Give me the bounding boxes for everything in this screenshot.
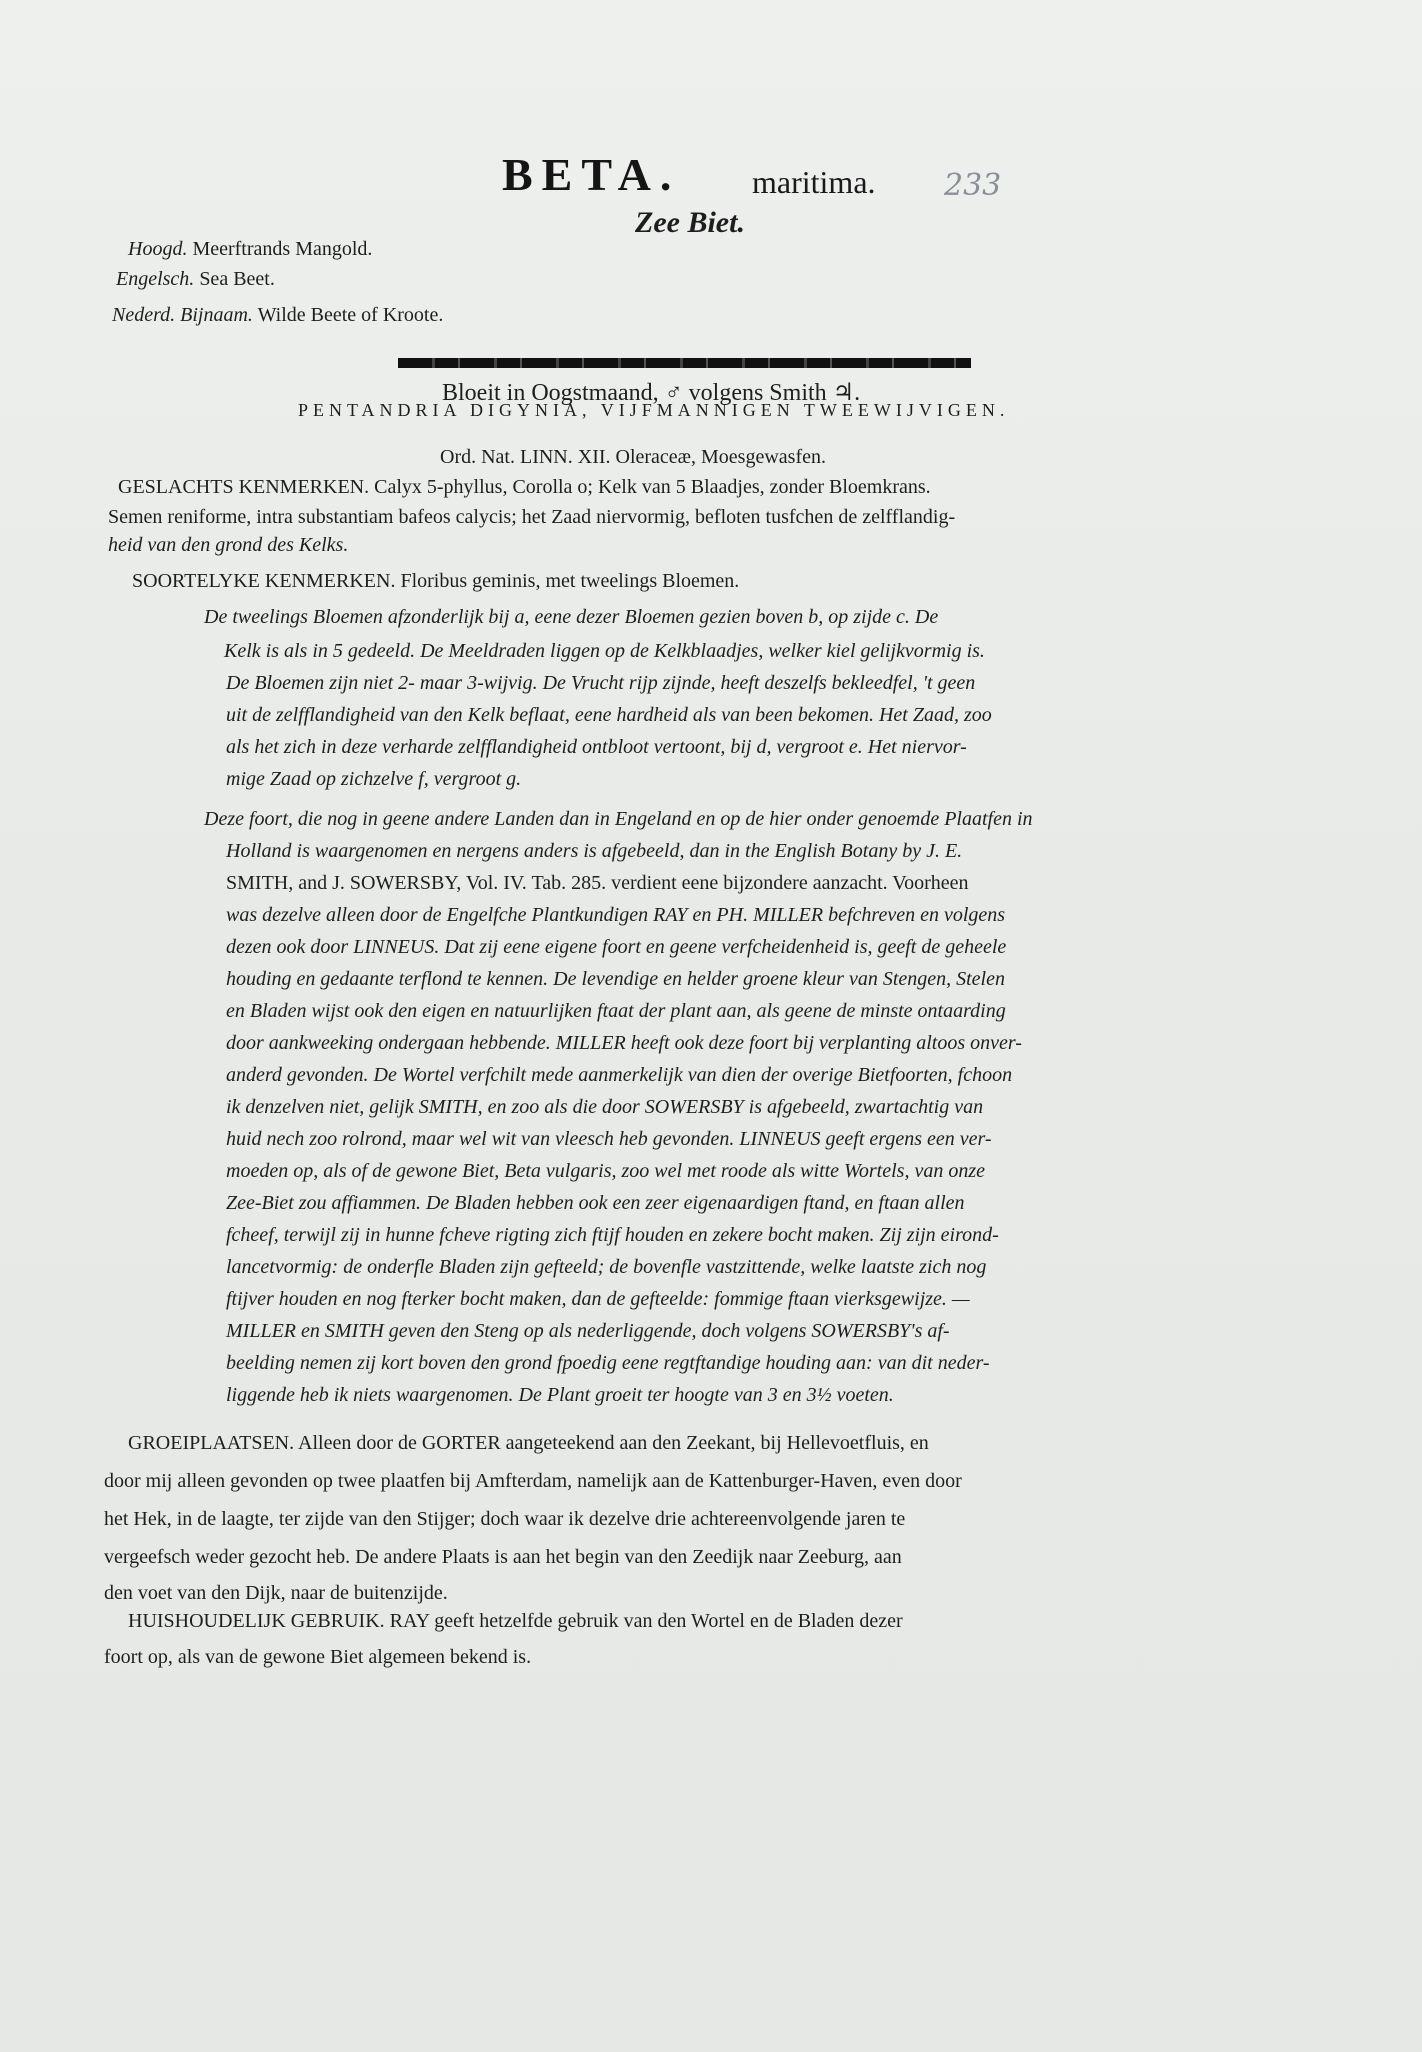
vernacular-nederd xyxy=(112,304,443,327)
vernacular-name: Wilde Beete of Kroote. xyxy=(257,304,444,326)
remarks-4: was dezelve alleen door de Engelfche Plantkundigen RAY en PH. MILLER befchreven en volgens xyxy=(226,904,1006,926)
remarks-13: Zee-Biet zou affiammen. De Bladen hebben ook een zeer eigenaardigen ftand, en ftaan allen xyxy=(226,1192,965,1214)
remarks-15: lancetvormig: de onderfle Bladen zijn gefteeld; de bovenfle vastzittende, welke laatste zich nog xyxy=(226,1256,987,1278)
description-2: Kelk is als in 5 gedeeld. De Meeldraden liggen op de Kelkblaadjes, welker kiel gelijkvormig is. xyxy=(224,640,985,662)
remarks-3: SMITH, and J. SOWERSBY, Vol. IV. Tab. 285. verdient eene bijzondere aanzacht. Voorheen xyxy=(226,872,969,894)
ornamental-rule xyxy=(398,358,971,368)
specific-characters: SOORTELYKE KENMERKEN. Floribus geminis, met tweelings Bloemen. xyxy=(132,570,740,592)
remarks-1: Deze foort, die nog in geene andere Landen dan in Engeland en op de hier onder genoemde Plaatfen in xyxy=(204,808,1033,830)
remarks-8: door aankweeking ondergaan hebbende. MILLER heeft ook deze foort bij verplanting altoos onver- xyxy=(226,1032,1022,1054)
household-use-2: foort op, als van de gewone Biet algemeen bekend is. xyxy=(104,1646,532,1668)
vernacular-name: Sea Beet. xyxy=(199,268,275,290)
species-name: maritima. xyxy=(752,164,876,200)
remarks-9: anderd gevonden. De Wortel verfchilt mede aanmerkelijk van dien der overige Bietfoorten, fchoon xyxy=(226,1064,1013,1086)
remarks-2: Holland is waargenomen en nergens anders is afgebeeld, dan in the English Botany by J. E. xyxy=(226,840,963,862)
household-use-1: HUISHOUDELIJK GEBRUIK. RAY geeft hetzelfde gebruik van den Wortel en de Bladen dezer xyxy=(128,1610,903,1632)
remarks-5: dezen ook door LINNEUS. Dat zij eene eigene foort en geene verfcheidenheid is, geeft de geheele xyxy=(226,936,1007,958)
language-label: Engelsch. xyxy=(116,268,195,290)
vernacular-hoogd xyxy=(128,238,372,261)
remarks-18: beelding nemen zij kort boven den grond fpoedig eene regtftandige houding aan: van dit neder- xyxy=(226,1352,990,1374)
language-label: Nederd. Bijnaam. xyxy=(112,304,253,326)
remarks-10: ik denzelven niet, gelijk SMITH, en zoo als die door SOWERSBY is afgebeeld, zwartachtig van xyxy=(226,1096,984,1118)
growing-places-3: het Hek, in de laagte, ter zijde van den Stijger; doch waar ik dezelve drie achtereenvolgende jaren te xyxy=(104,1508,906,1530)
plate-number: 233 xyxy=(944,168,1002,203)
growing-places-1: GROEIPLAATSEN. Alleen door de GORTER aangeteekend aan den Zeekant, bij Hellevoetfluis, en xyxy=(128,1432,929,1454)
growing-places-2: door mij alleen gevonden op twee plaatfen bij Amfterdam, namelijk aan de Kattenburger-Haven, even door xyxy=(104,1470,962,1492)
common-name: Zee Biet. xyxy=(635,206,745,239)
remarks-17: MILLER en SMITH geven den Steng op als nederliggende, doch volgens SOWERSBY's af- xyxy=(226,1320,950,1342)
remarks-19: liggende heb ik niets waargenomen. De Plant groeit ter hoogte van 3 en 3½ voeten. xyxy=(226,1384,894,1406)
language-label: Hoogd. xyxy=(128,238,188,260)
generic-characters-1: GESLACHTS KENMERKEN. Calyx 5-phyllus, Corolla o; Kelk van 5 Blaadjes, zonder Bloemkrans. xyxy=(118,476,931,498)
vernacular-name: Meerftrands Mangold. xyxy=(192,238,373,260)
generic-characters-2: Semen reniforme, intra substantiam bafeos calycis; het Zaad niervormig, befloten tusfchen de zelfflandig- xyxy=(108,506,956,528)
remarks-12: moeden op, als of de gewone Biet, Beta vulgaris, zoo wel met roode als witte Wortels, van onze xyxy=(226,1160,985,1182)
remarks-14: fcheef, terwijl zij in hunne fcheve rigting zich ftijf houden en zekere bocht maken. Zij zijn eirond- xyxy=(226,1224,999,1246)
remarks-16: ftijver houden en nog fterker bocht maken, dan de gefteelde: fommige ftaan vierksgewijze. — xyxy=(226,1288,970,1310)
description-4: uit de zelfflandigheid van den Kelk beflaat, eene hardheid als van been bekomen. Het Zaad, zoo xyxy=(226,704,992,726)
flowering-line: Bloeit in Oogstmaand, ♂ volgens Smith ♃. xyxy=(442,380,861,406)
description-5: als het zich in deze verharde zelfflandigheid ontbloot vertoont, bij d, vergroot e. Het niervor- xyxy=(226,736,967,758)
genus-title: BETA. xyxy=(502,149,681,200)
class-line: PENTANDRIA DIGYNIA, VIJFMANNIGEN TWEEWIJVIGEN. xyxy=(298,400,1010,420)
growing-places-4: vergeefsch weder gezocht heb. De andere Plaats is aan het begin van den Zeedijk naar Zeeburg, aan xyxy=(104,1546,902,1568)
description-3: De Bloemen zijn niet 2- maar 3-wijvig. De Vrucht rijp zijnde, heeft deszelfs bekleedfel, 't geen xyxy=(226,672,976,694)
description-1: De tweelings Bloemen afzonderlijk bij a, eene dezer Bloemen gezien boven b, op zijde c. De xyxy=(204,606,939,628)
generic-characters-3: heid van den grond des Kelks. xyxy=(108,534,349,556)
order-line: Ord. Nat. LINN. XII. Oleraceæ, Moesgewasfen. xyxy=(440,446,826,468)
remarks-7: en Bladen wijst ook den eigen en natuurlijken ftaat der plant aan, als geene de minste ontaarding xyxy=(226,1000,1006,1022)
description-6: mige Zaad op zichzelve f, vergroot g. xyxy=(226,768,522,790)
remarks-6: houding en gedaante terflond te kennen. De levendige en helder groene kleur van Stengen, Stelen xyxy=(226,968,1005,990)
vernacular-engelsch xyxy=(116,268,275,291)
remarks-11: huid nech zoo rolrond, maar wel wit van vleesch heb gevonden. LINNEUS geeft ergens een ver- xyxy=(226,1128,992,1150)
growing-places-5: den voet van den Dijk, naar de buitenzijde. xyxy=(104,1582,448,1604)
